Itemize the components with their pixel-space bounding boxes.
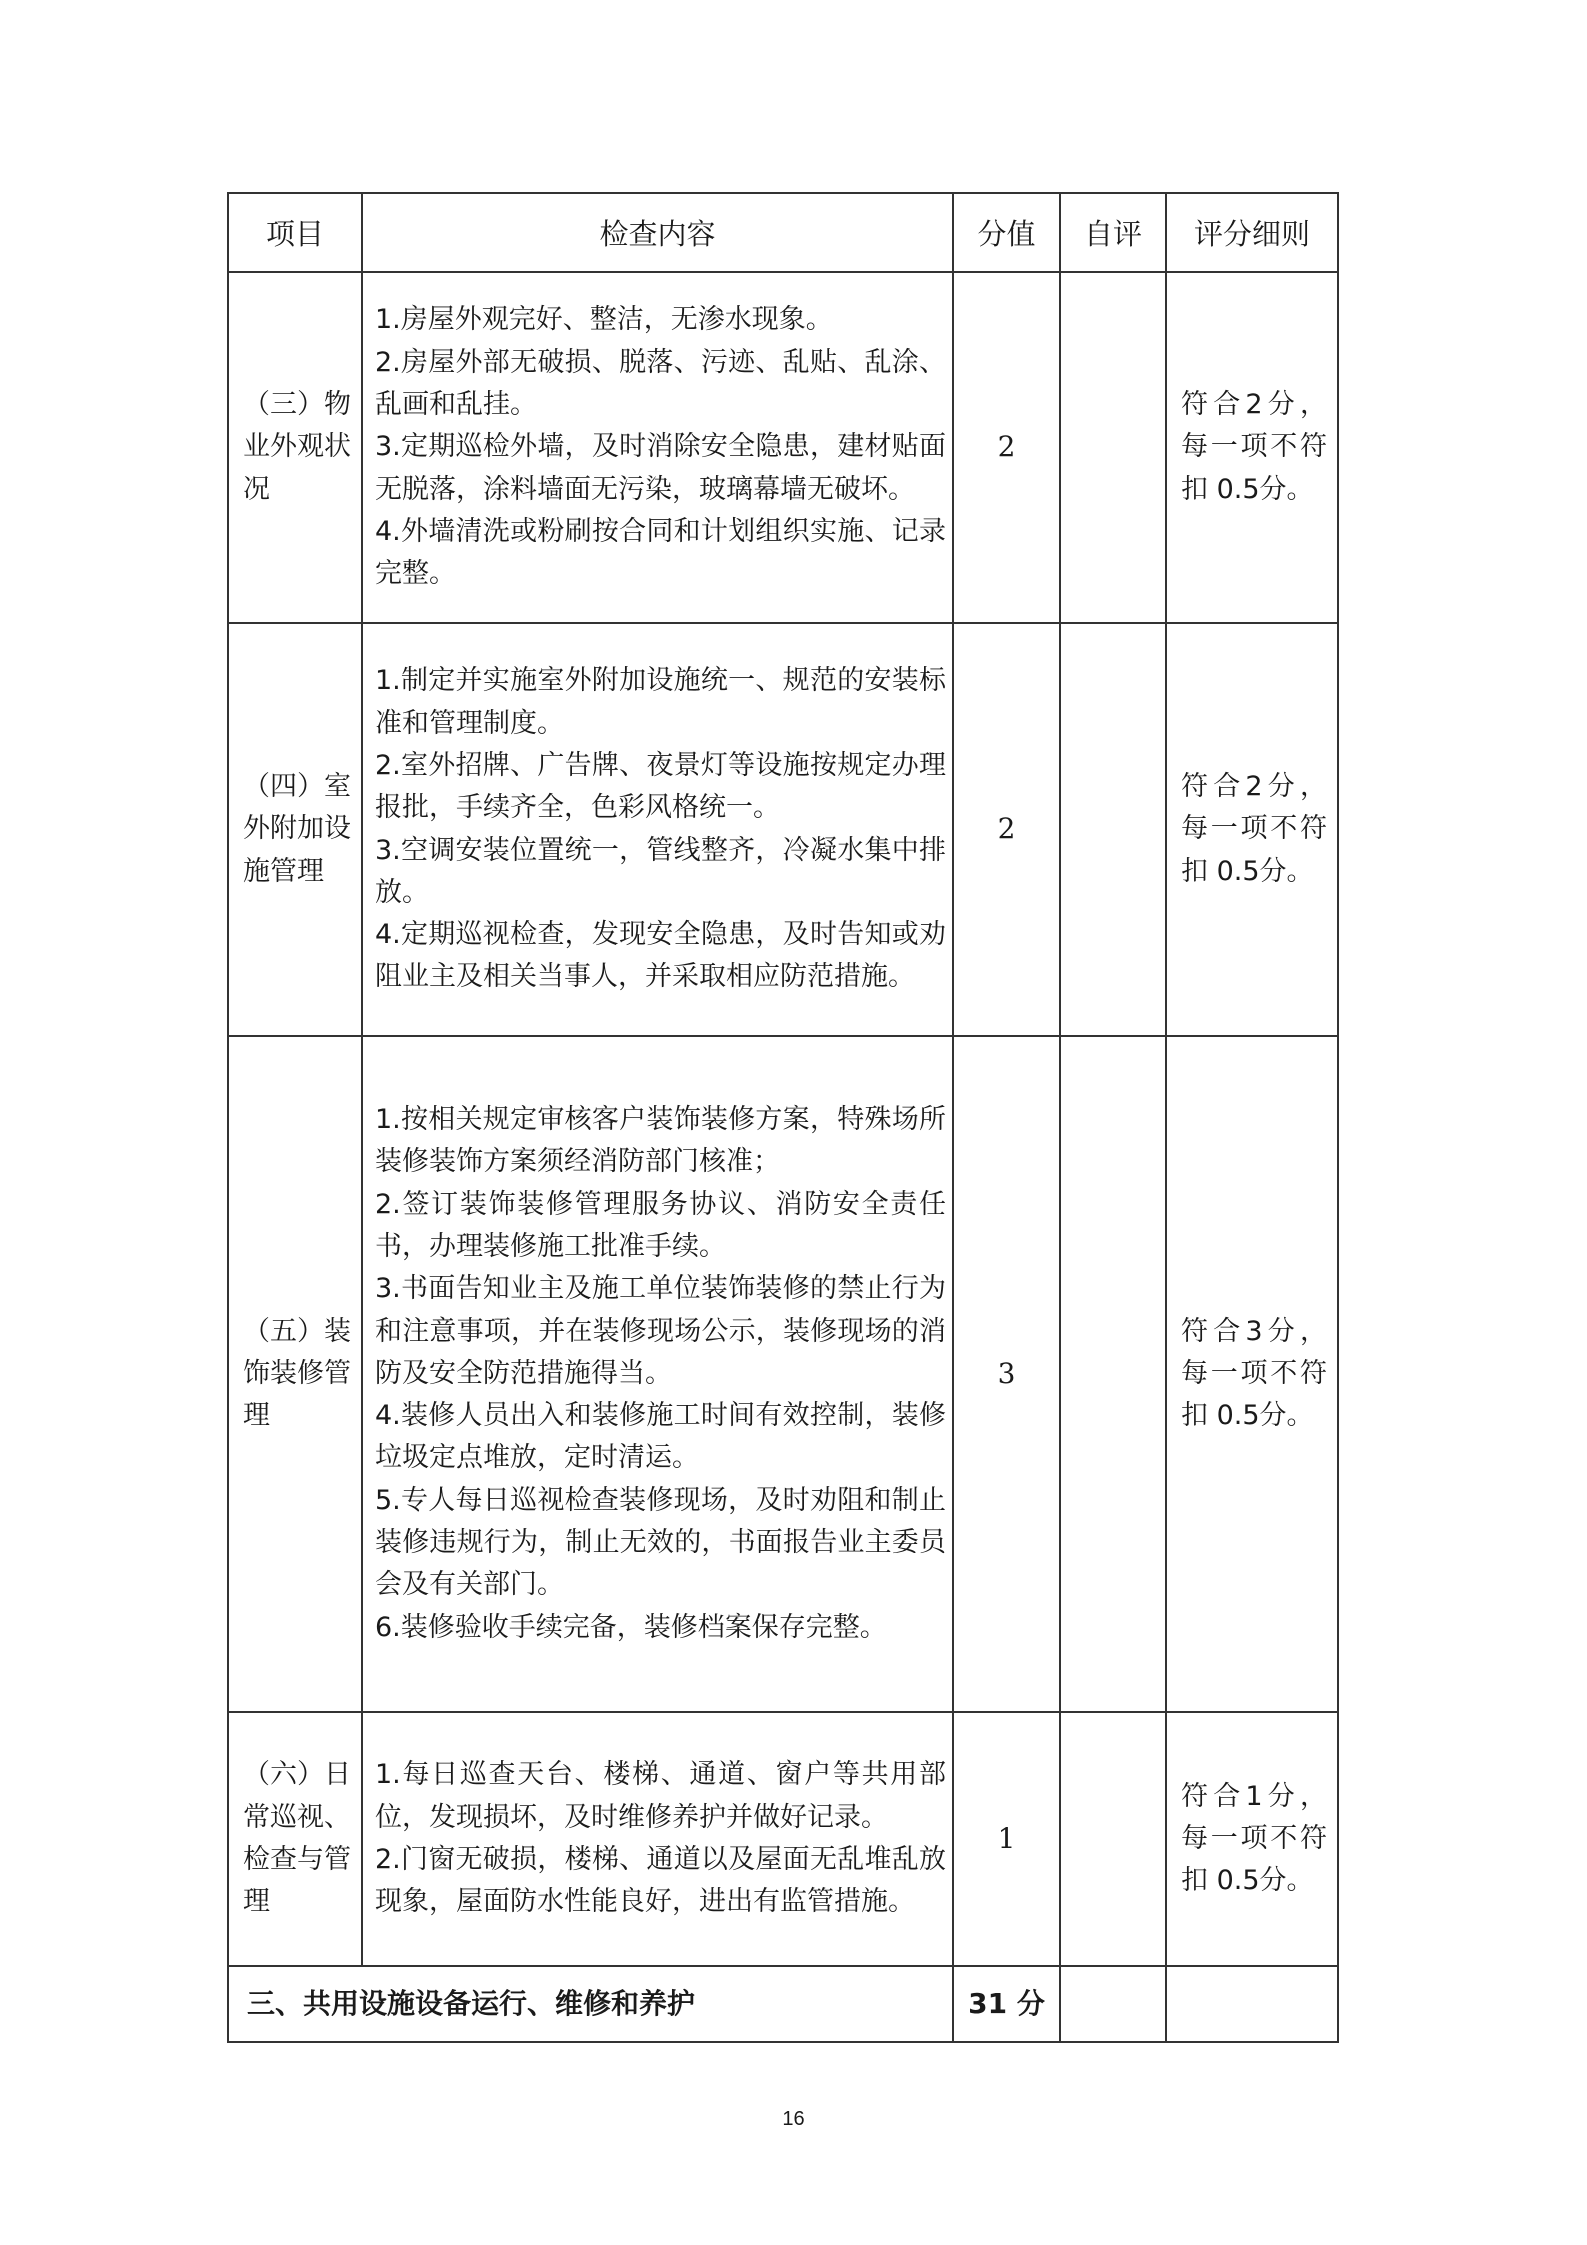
row-score: 2 xyxy=(953,623,1060,1036)
content-line: 3.定期巡检外墙，及时消除安全隐患，建材贴面无脱落，涂料墙面无污染，玻璃幕墙无破坏。 xyxy=(375,431,946,505)
content-line: 4.装修人员出入和装修施工时间有效控制，装修垃圾定点堆放，定时清运。 xyxy=(375,1400,946,1474)
row-self-eval[interactable] xyxy=(1060,623,1166,1036)
row-rules: 符合1分，每一项不符扣 0.5分。 xyxy=(1166,1712,1338,1966)
section-rules xyxy=(1166,1966,1338,2042)
content-line: 2.签订装饰装修管理服务协议、消防安全责任书，办理装修施工批准手续。 xyxy=(375,1188,946,1262)
row-self-eval[interactable] xyxy=(1060,1036,1166,1712)
section-title: 三、共用设施设备运行、维修和养护 xyxy=(228,1966,953,2042)
row-item: （六）日常巡视、检查与管理 xyxy=(228,1712,362,1966)
content-line: 3.空调安装位置统一，管线整齐，冷凝水集中排放。 xyxy=(375,834,946,908)
table-row xyxy=(228,1036,1338,1712)
row-score: 3 xyxy=(953,1036,1060,1712)
content-line: 4.外墙清洗或粉刷按合同和计划组织实施、记录完整。 xyxy=(375,515,946,590)
row-rules: 符合2分，每一项不符扣 0.5分。 xyxy=(1166,623,1338,1036)
header-score: 分值 xyxy=(953,193,1060,272)
row-self-eval[interactable] xyxy=(1060,1712,1166,1966)
page-number: 16 xyxy=(782,2108,805,2130)
content-line: 4.定期巡视检查，发现安全隐患，及时告知或劝阻业主及相关当事人，并采取相应防范措施。 xyxy=(375,919,946,993)
inspection-table xyxy=(227,192,1339,2043)
table-row xyxy=(228,623,1338,1036)
row-content xyxy=(362,1712,953,1966)
header-rules: 评分细则 xyxy=(1166,193,1338,272)
row-item: （五）装饰装修管理 xyxy=(228,1036,362,1712)
row-rules: 符合3分，每一项不符扣 0.5分。 xyxy=(1166,1036,1338,1712)
table-row xyxy=(228,1712,1338,1966)
header-self-eval: 自评 xyxy=(1060,193,1166,272)
content-line: 1.按相关规定审核客户装饰装修方案，特殊场所装修装饰方案须经消防部门核准； xyxy=(375,1104,946,1178)
table-header-row xyxy=(228,193,1338,272)
row-item: （三）物业外观状况 xyxy=(228,272,362,623)
row-content xyxy=(362,623,953,1036)
content-line: 2.房屋外部无破损、脱落、污迹、乱贴、乱涂、乱画和乱挂。 xyxy=(375,346,946,421)
row-self-eval[interactable] xyxy=(1060,272,1166,623)
section-row xyxy=(228,1966,1338,2042)
header-content: 检查内容 xyxy=(362,193,953,272)
content-line: 6.装修验收手续完备，装修档案保存完整。 xyxy=(375,1611,887,1643)
row-score: 2 xyxy=(953,272,1060,623)
content-line: 1.制定并实施室外附加设施统一、规范的安装标准和管理制度。 xyxy=(375,665,946,739)
content-line: 2.室外招牌、广告牌、夜景灯等设施按规定办理报批，手续齐全，色彩风格统一。 xyxy=(375,749,946,824)
row-content xyxy=(362,272,953,623)
content-line: 1.房屋外观完好、整洁，无渗水现象。 xyxy=(375,304,833,336)
table-row xyxy=(228,272,1338,623)
content-line: 3.书面告知业主及施工单位装饰装修的禁止行为和注意事项，并在装修现场公示，装修现场的消防及安全防范措施得当。 xyxy=(375,1273,946,1389)
row-score: 1 xyxy=(953,1712,1060,1966)
section-score: 31 分 xyxy=(953,1966,1060,2042)
content-line: 5.专人每日巡视检查装修现场，及时劝阻和制止装修违规行为，制止无效的，书面报告业主委员会及有关部门。 xyxy=(375,1484,946,1601)
content-line: 2.门窗无破损，楼梯、通道以及屋面无乱堆乱放现象，屋面防水性能良好，进出有监管措施。 xyxy=(375,1844,946,1918)
row-item: （四）室外附加设施管理 xyxy=(228,623,362,1036)
content-line: 1.每日巡查天台、楼梯、通道、窗户等共用部位，发现损坏，及时维修养护并做好记录。 xyxy=(375,1759,946,1833)
row-rules: 符合2分，每一项不符扣 0.5分。 xyxy=(1166,272,1338,623)
header-item: 项目 xyxy=(228,193,362,272)
section-self-eval[interactable] xyxy=(1060,1966,1166,2042)
row-content xyxy=(362,1036,953,1712)
